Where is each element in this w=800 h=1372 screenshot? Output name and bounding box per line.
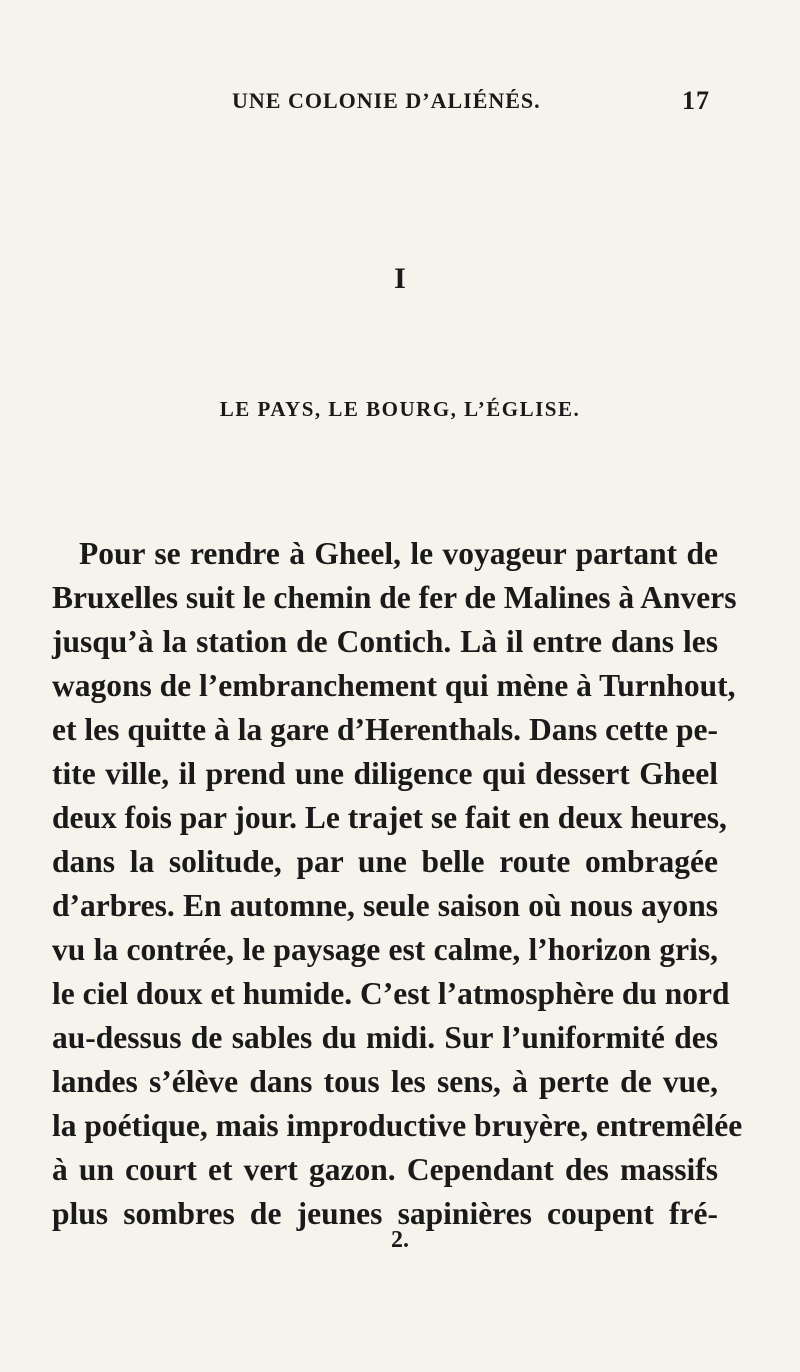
body-line: le ciel doux et humide. C’est l’atmosphère du nord (52, 976, 730, 1011)
chapter-title: LE PAYS, LE BOURG, L’ÉGLISE. (219, 397, 581, 421)
signature-mark: 2. (391, 1227, 409, 1253)
body-line: au-dessus de sables du midi. Sur l’uniformité des (52, 1020, 718, 1055)
body-line: dans la solitude, par une belle route ombragée (52, 844, 718, 879)
body-line: deux fois par jour. Le trajet se fait en deux heures, (52, 800, 727, 835)
running-head (228, 88, 710, 118)
body-line: jusqu’à la station de Contich. Là il entre dans les (52, 624, 718, 659)
body-line: à un court et vert gazon. Cependant des massifs (52, 1152, 718, 1187)
body-paragraph (52, 532, 743, 1236)
body-line: Pour se rendre à Gheel, le voyageur partant de (79, 536, 718, 571)
body-line: wagons de l’embranchement qui mène à Turnhout, (52, 668, 736, 703)
running-head-title: UNE COLONIE D’ALIÉNÉS. (232, 88, 541, 113)
body-line: tite ville, il prend une diligence qui dessert Gheel (52, 756, 718, 791)
page-number: 17 (682, 86, 710, 115)
body-line: et les quitte à la gare d’Herenthals. Dans cette pe- (52, 712, 718, 747)
body-line: landes s’élève dans tous les sens, à perte de vue, (52, 1064, 718, 1099)
body-line: Bruxelles suit le chemin de fer de Malines à Anvers (52, 580, 737, 615)
chapter-number: I (394, 262, 406, 295)
body-line: vu la contrée, le paysage est calme, l’horizon gris, (52, 932, 718, 967)
body-line: d’arbres. En automne, seule saison où nous ayons (52, 888, 718, 923)
body-line: la poétique, mais improductive bruyère, entremêlée (52, 1108, 743, 1143)
body-line: plus sombres de jeunes sapinières coupent fré- (52, 1196, 718, 1231)
